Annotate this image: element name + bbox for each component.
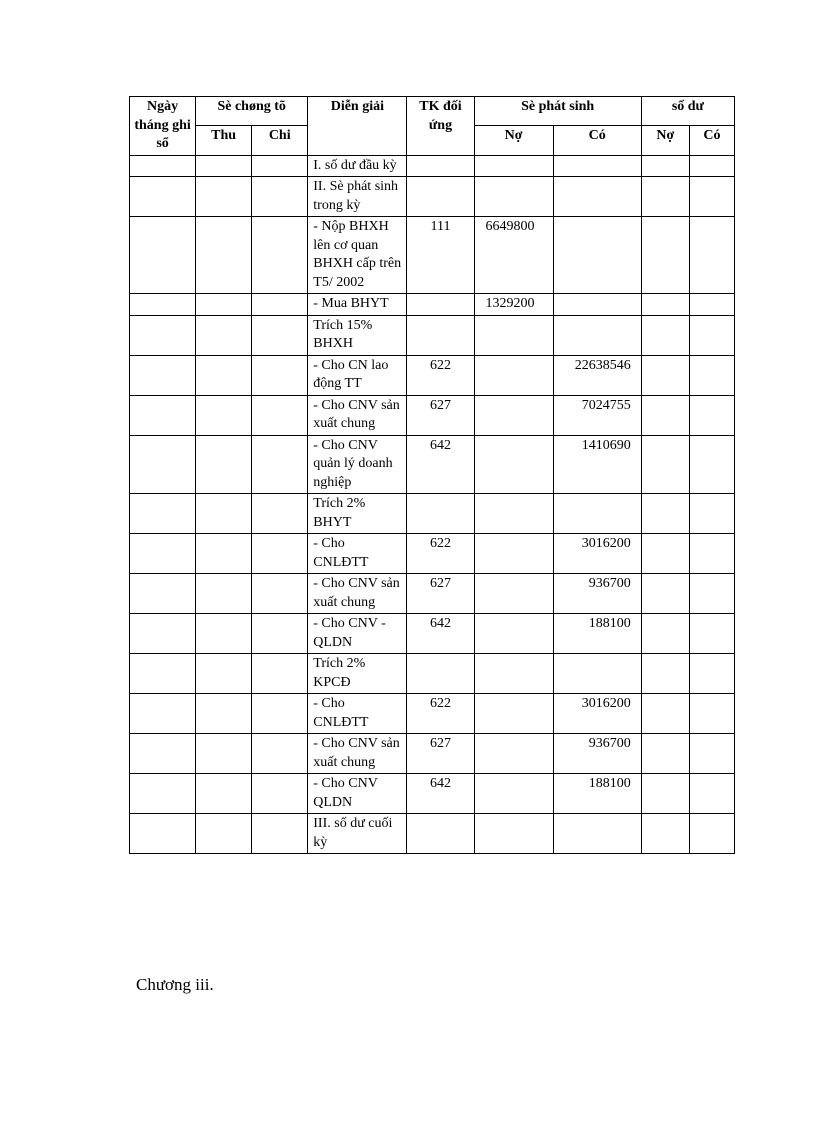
balance-credit-cell bbox=[689, 734, 734, 774]
date-cell bbox=[130, 355, 196, 395]
debit-cell: 6649800 bbox=[474, 217, 553, 294]
header-dien-giai: Diễn giải bbox=[308, 97, 407, 156]
header-tk-doi-ung: TK đối ứng bbox=[407, 97, 474, 156]
account-cell: 642 bbox=[407, 614, 474, 654]
balance-debit-cell bbox=[641, 315, 689, 355]
credit-cell bbox=[553, 494, 641, 534]
description-cell: - Cho CNV sản xuất chung bbox=[308, 734, 407, 774]
account-cell: 627 bbox=[407, 574, 474, 614]
debit-cell: 1329200 bbox=[474, 294, 553, 316]
thu-cell bbox=[196, 294, 252, 316]
balance-credit-cell bbox=[689, 315, 734, 355]
description-cell: - Mua BHYT bbox=[308, 294, 407, 316]
credit-cell: 188100 bbox=[553, 614, 641, 654]
header-co: Có bbox=[553, 126, 641, 155]
header-thu: Thu bbox=[196, 126, 252, 155]
credit-cell: 936700 bbox=[553, 574, 641, 614]
credit-cell bbox=[553, 294, 641, 316]
table-row bbox=[130, 534, 735, 574]
table-row bbox=[130, 155, 735, 177]
ledger-table bbox=[129, 96, 735, 854]
debit-cell bbox=[474, 574, 553, 614]
header-so-du: số dư bbox=[641, 97, 734, 126]
debit-cell bbox=[474, 734, 553, 774]
account-cell: 622 bbox=[407, 534, 474, 574]
balance-credit-cell bbox=[689, 814, 734, 854]
description-cell: Trích 15% BHXH bbox=[308, 315, 407, 355]
chi-cell bbox=[252, 177, 308, 217]
balance-credit-cell bbox=[689, 534, 734, 574]
table-row bbox=[130, 294, 735, 316]
thu-cell bbox=[196, 155, 252, 177]
credit-cell: 1410690 bbox=[553, 435, 641, 494]
balance-credit-cell bbox=[689, 294, 734, 316]
account-cell: 622 bbox=[407, 355, 474, 395]
balance-credit-cell bbox=[689, 654, 734, 694]
thu-cell bbox=[196, 217, 252, 294]
thu-cell bbox=[196, 435, 252, 494]
date-cell bbox=[130, 494, 196, 534]
description-cell: - Cho CNV sản xuất chung bbox=[308, 574, 407, 614]
description-cell: - Cho CNV quản lý doanh nghiệp bbox=[308, 435, 407, 494]
description-cell: - Cho CNLĐTT bbox=[308, 534, 407, 574]
credit-cell: 3016200 bbox=[553, 534, 641, 574]
balance-credit-cell bbox=[689, 177, 734, 217]
thu-cell bbox=[196, 494, 252, 534]
debit-cell bbox=[474, 177, 553, 217]
table-row bbox=[130, 177, 735, 217]
account-cell bbox=[407, 814, 474, 854]
credit-cell bbox=[553, 217, 641, 294]
balance-credit-cell bbox=[689, 217, 734, 294]
thu-cell bbox=[196, 534, 252, 574]
account-cell bbox=[407, 654, 474, 694]
chi-cell bbox=[252, 534, 308, 574]
balance-debit-cell bbox=[641, 654, 689, 694]
debit-cell bbox=[474, 494, 553, 534]
account-cell: 622 bbox=[407, 694, 474, 734]
header-chi: Chi bbox=[252, 126, 308, 155]
balance-credit-cell bbox=[689, 155, 734, 177]
account-cell: 627 bbox=[407, 734, 474, 774]
thu-cell bbox=[196, 395, 252, 435]
date-cell bbox=[130, 694, 196, 734]
balance-credit-cell bbox=[689, 355, 734, 395]
credit-cell: 7024755 bbox=[553, 395, 641, 435]
header-chung-tu: Sè chøng tõ bbox=[196, 97, 308, 126]
chi-cell bbox=[252, 395, 308, 435]
debit-cell bbox=[474, 814, 553, 854]
balance-credit-cell bbox=[689, 395, 734, 435]
balance-credit-cell bbox=[689, 435, 734, 494]
chi-cell bbox=[252, 694, 308, 734]
description-cell: I. số dư đầu kỳ bbox=[308, 155, 407, 177]
date-cell bbox=[130, 774, 196, 814]
debit-cell bbox=[474, 534, 553, 574]
header-ngay: Ngày tháng ghi sổ bbox=[130, 97, 196, 156]
balance-debit-cell bbox=[641, 774, 689, 814]
date-cell bbox=[130, 294, 196, 316]
credit-cell bbox=[553, 177, 641, 217]
description-cell: II. Sè phát sinh trong kỳ bbox=[308, 177, 407, 217]
description-cell: - Cho CNV QLDN bbox=[308, 774, 407, 814]
header-no: Nợ bbox=[474, 126, 553, 155]
account-cell bbox=[407, 315, 474, 355]
date-cell bbox=[130, 534, 196, 574]
description-cell: - Nộp BHXH lên cơ quan BHXH cấp trên T5/ 2002 bbox=[308, 217, 407, 294]
date-cell bbox=[130, 654, 196, 694]
description-cell: Trích 2% BHYT bbox=[308, 494, 407, 534]
balance-debit-cell bbox=[641, 494, 689, 534]
thu-cell bbox=[196, 614, 252, 654]
credit-cell: 22638546 bbox=[553, 355, 641, 395]
chi-cell bbox=[252, 774, 308, 814]
thu-cell bbox=[196, 315, 252, 355]
credit-cell: 3016200 bbox=[553, 694, 641, 734]
table-row bbox=[130, 355, 735, 395]
debit-cell bbox=[474, 155, 553, 177]
balance-debit-cell bbox=[641, 574, 689, 614]
date-cell bbox=[130, 574, 196, 614]
balance-debit-cell bbox=[641, 155, 689, 177]
table-row bbox=[130, 435, 735, 494]
balance-debit-cell bbox=[641, 534, 689, 574]
date-cell bbox=[130, 395, 196, 435]
credit-cell bbox=[553, 155, 641, 177]
header-du-co: Có bbox=[689, 126, 734, 155]
credit-cell bbox=[553, 315, 641, 355]
account-cell bbox=[407, 177, 474, 217]
balance-credit-cell bbox=[689, 614, 734, 654]
header-phat-sinh: Sè phát sinh bbox=[474, 97, 641, 126]
table-row bbox=[130, 217, 735, 294]
date-cell bbox=[130, 814, 196, 854]
table-row bbox=[130, 315, 735, 355]
chi-cell bbox=[252, 494, 308, 534]
balance-debit-cell bbox=[641, 355, 689, 395]
credit-cell bbox=[553, 654, 641, 694]
chi-cell bbox=[252, 294, 308, 316]
balance-debit-cell bbox=[641, 694, 689, 734]
credit-cell bbox=[553, 814, 641, 854]
balance-debit-cell bbox=[641, 395, 689, 435]
balance-debit-cell bbox=[641, 614, 689, 654]
account-cell: 642 bbox=[407, 774, 474, 814]
description-cell: - Cho CNV sản xuất chung bbox=[308, 395, 407, 435]
description-cell: - Cho CN lao động TT bbox=[308, 355, 407, 395]
balance-debit-cell bbox=[641, 177, 689, 217]
chi-cell bbox=[252, 734, 308, 774]
balance-credit-cell bbox=[689, 774, 734, 814]
description-cell: Trích 2% KPCĐ bbox=[308, 654, 407, 694]
balance-credit-cell bbox=[689, 574, 734, 614]
thu-cell bbox=[196, 654, 252, 694]
date-cell bbox=[130, 315, 196, 355]
thu-cell bbox=[196, 814, 252, 854]
debit-cell bbox=[474, 435, 553, 494]
thu-cell bbox=[196, 177, 252, 217]
balance-credit-cell bbox=[689, 694, 734, 734]
debit-cell bbox=[474, 774, 553, 814]
account-cell: 642 bbox=[407, 435, 474, 494]
description-cell: III. số dư cuối kỳ bbox=[308, 814, 407, 854]
date-cell bbox=[130, 435, 196, 494]
chi-cell bbox=[252, 574, 308, 614]
balance-debit-cell bbox=[641, 294, 689, 316]
account-cell: 111 bbox=[407, 217, 474, 294]
thu-cell bbox=[196, 774, 252, 814]
table-row bbox=[130, 494, 735, 534]
table-row bbox=[130, 654, 735, 694]
debit-cell bbox=[474, 315, 553, 355]
date-cell bbox=[130, 614, 196, 654]
debit-cell bbox=[474, 395, 553, 435]
table-row bbox=[130, 614, 735, 654]
table-row bbox=[130, 395, 735, 435]
balance-debit-cell bbox=[641, 734, 689, 774]
debit-cell bbox=[474, 614, 553, 654]
chi-cell bbox=[252, 614, 308, 654]
table-row bbox=[130, 734, 735, 774]
date-cell bbox=[130, 177, 196, 217]
chi-cell bbox=[252, 435, 308, 494]
chi-cell bbox=[252, 217, 308, 294]
debit-cell bbox=[474, 355, 553, 395]
balance-debit-cell bbox=[641, 814, 689, 854]
balance-debit-cell bbox=[641, 435, 689, 494]
account-cell: 627 bbox=[407, 395, 474, 435]
header-row bbox=[130, 97, 735, 126]
chi-cell bbox=[252, 155, 308, 177]
credit-cell: 936700 bbox=[553, 734, 641, 774]
chapter-caption: Chương iii. bbox=[136, 975, 214, 994]
account-cell bbox=[407, 494, 474, 534]
description-cell: - Cho CNLĐTT bbox=[308, 694, 407, 734]
debit-cell bbox=[474, 654, 553, 694]
chi-cell bbox=[252, 315, 308, 355]
chi-cell bbox=[252, 814, 308, 854]
date-cell bbox=[130, 155, 196, 177]
table-row bbox=[130, 694, 735, 734]
chi-cell bbox=[252, 355, 308, 395]
ledger-body bbox=[130, 155, 735, 854]
table-row bbox=[130, 774, 735, 814]
thu-cell bbox=[196, 574, 252, 614]
date-cell bbox=[130, 217, 196, 294]
header-du-no: Nợ bbox=[641, 126, 689, 155]
account-cell bbox=[407, 155, 474, 177]
table-row bbox=[130, 814, 735, 854]
balance-debit-cell bbox=[641, 217, 689, 294]
thu-cell bbox=[196, 694, 252, 734]
chi-cell bbox=[252, 654, 308, 694]
date-cell bbox=[130, 734, 196, 774]
credit-cell: 188100 bbox=[553, 774, 641, 814]
thu-cell bbox=[196, 355, 252, 395]
thu-cell bbox=[196, 734, 252, 774]
balance-credit-cell bbox=[689, 494, 734, 534]
debit-cell bbox=[474, 694, 553, 734]
table-row bbox=[130, 574, 735, 614]
description-cell: - Cho CNV - QLDN bbox=[308, 614, 407, 654]
account-cell bbox=[407, 294, 474, 316]
